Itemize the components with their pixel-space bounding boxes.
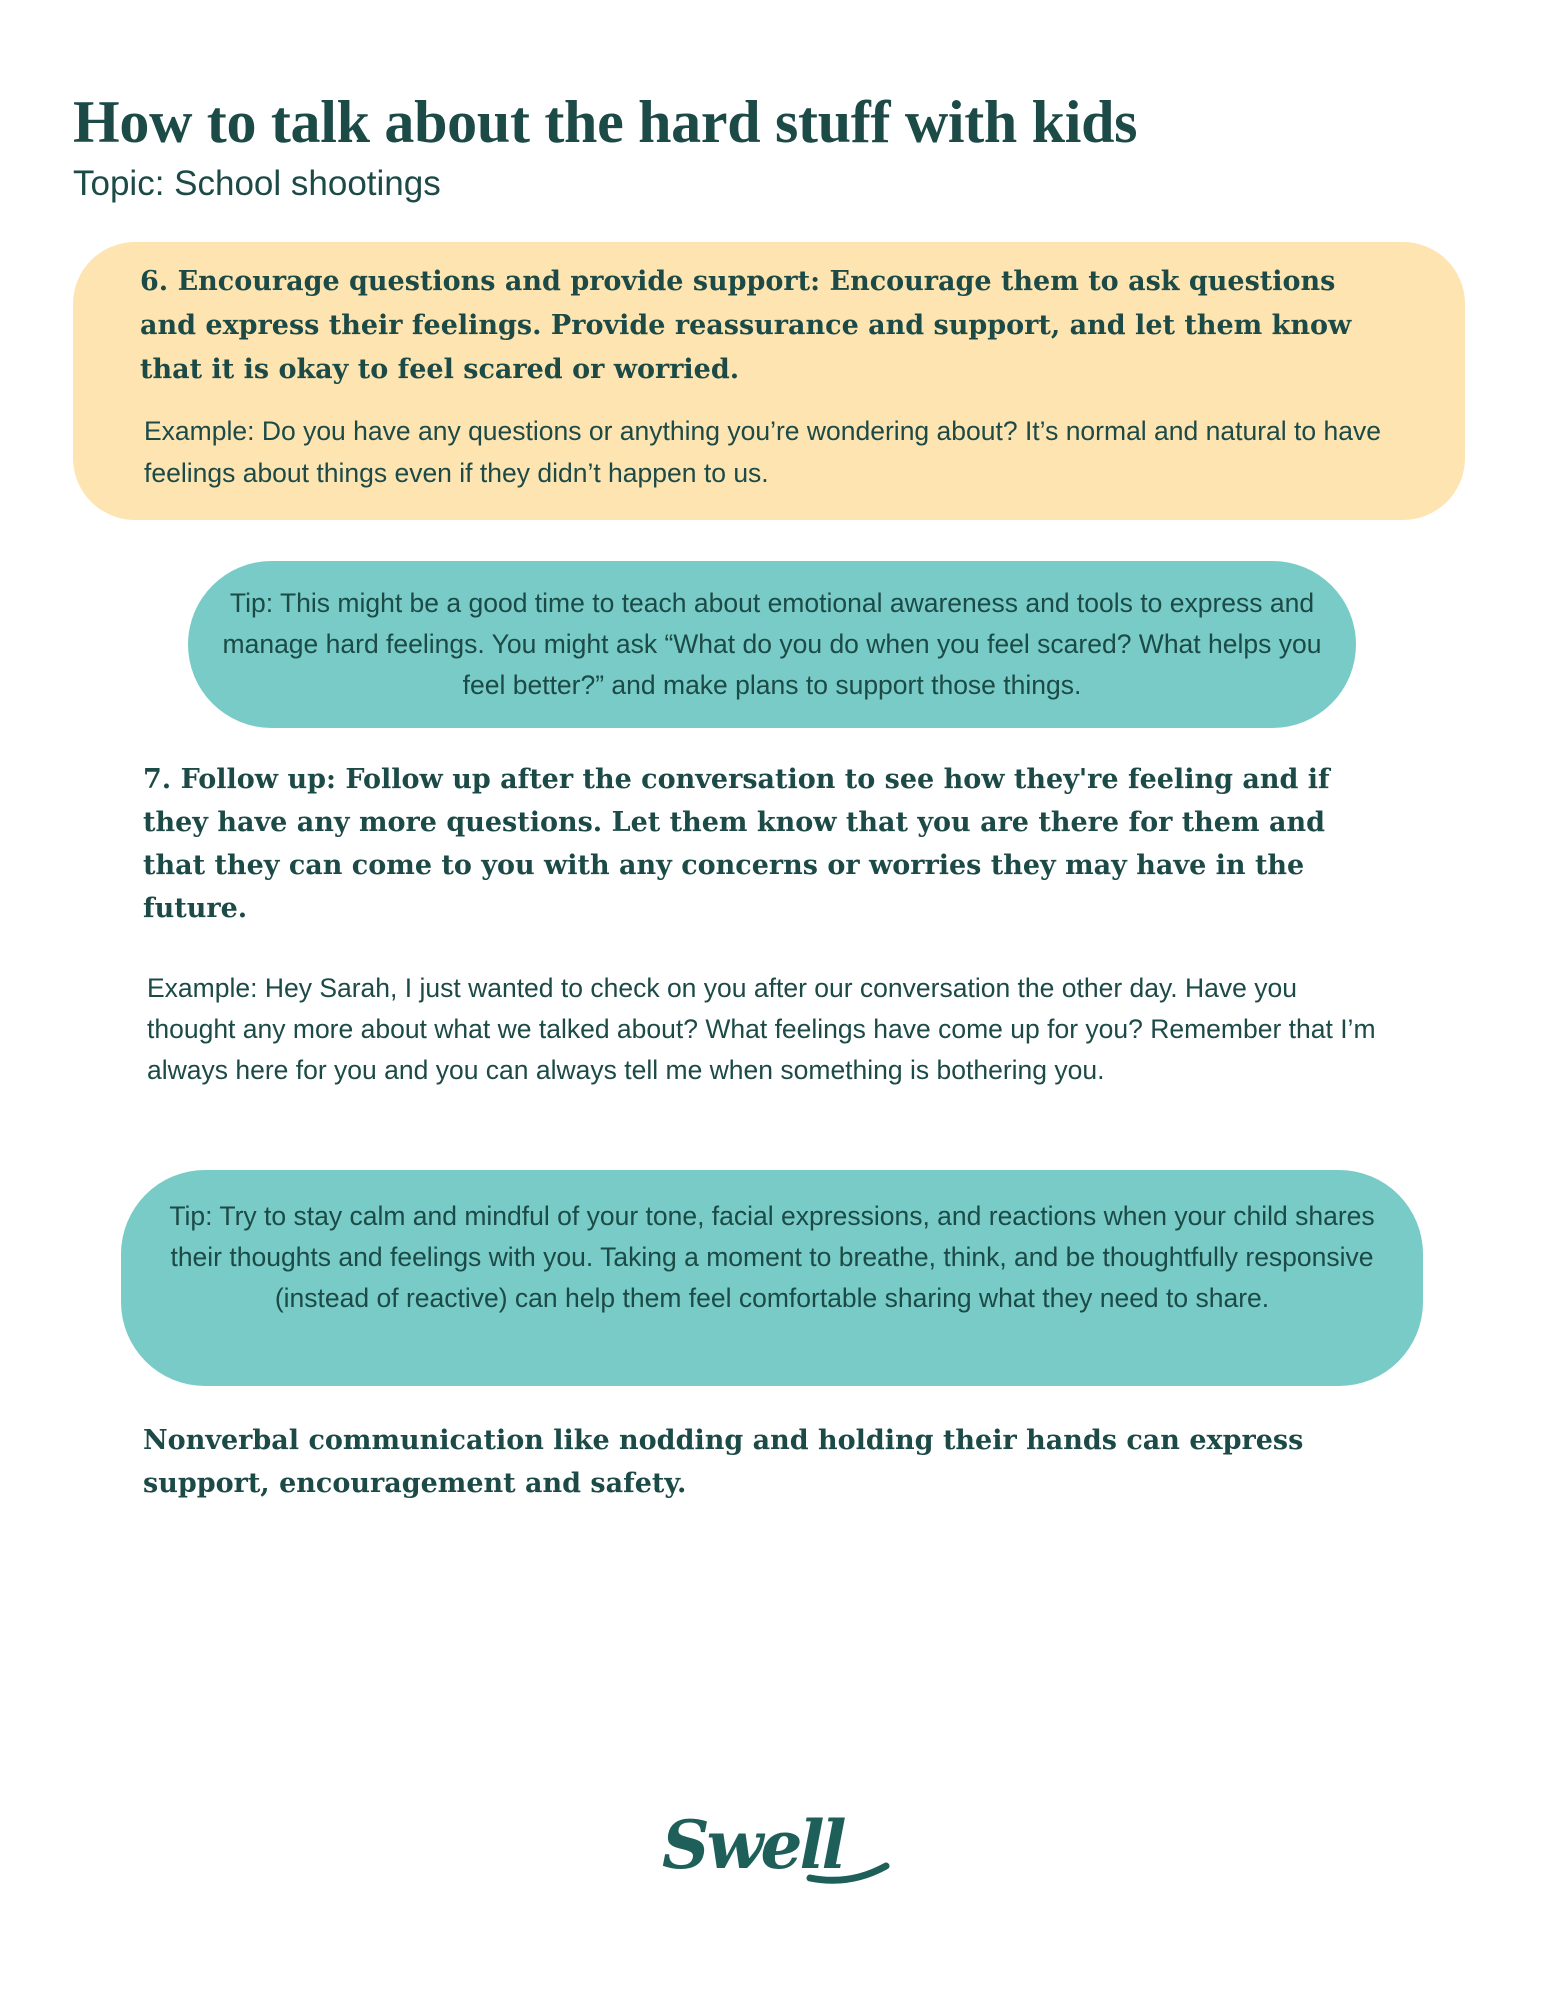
section-6-heading: 6. Encourage questions and provide support: Encourage them to ask questions and express their feelings. Provide reassurance and support, and let them know that it is okay to feel scared or worried.	[140, 266, 1352, 385]
tip-card-2	[121, 1170, 1423, 1386]
section-7-example: Example: Hey Sarah, I just wanted to check on you after our conversation the other day. Have you thought any more about what we talked about? What feelings have come up for you? Remember that I’m always here for you and you can always tell me when something is bothering you.	[147, 973, 1376, 1085]
page-subtitle: Topic: School shootings	[73, 164, 441, 203]
nonverbal-note: Nonverbal communication like nodding and holding their hands can express support, encouragement and safety.	[143, 1425, 1304, 1499]
section-6-card	[73, 242, 1465, 520]
swell-logo	[660, 1800, 890, 1890]
page-title: How to talk about the hard stuff with kids	[73, 89, 1138, 155]
section-7-heading: 7. Follow up: Follow up after the conversation to see how they're feeling and if they have any more questions. Let them know that you are there for them and that they can come to you with any concerns or worries they may have in the future.	[143, 764, 1330, 924]
tip-1-text: Tip: This might be a good time to teach about emotional awareness and tools to express and manage hard feelings. You might ask “What do you do when you feel scared? What helps you feel better?” and make plans to support those things.	[222, 588, 1322, 700]
section-6-example: Example: Do you have any questions or anything you’re wondering about? It’s normal and natural to have feelings about things even if they didn’t happen to us.	[144, 416, 1381, 488]
tip-2-text: Tip: Try to stay calm and mindful of your tone, facial expressions, and reactions when your child shares their thoughts and feelings with you. Taking a moment to breathe, think, and be thoughtfully responsive (instead of reactive) can help them feel comfortable sharing what they need to share.	[169, 1201, 1375, 1313]
tip-card-1	[188, 561, 1356, 728]
swell-logo-text: Swell	[662, 1806, 844, 1884]
